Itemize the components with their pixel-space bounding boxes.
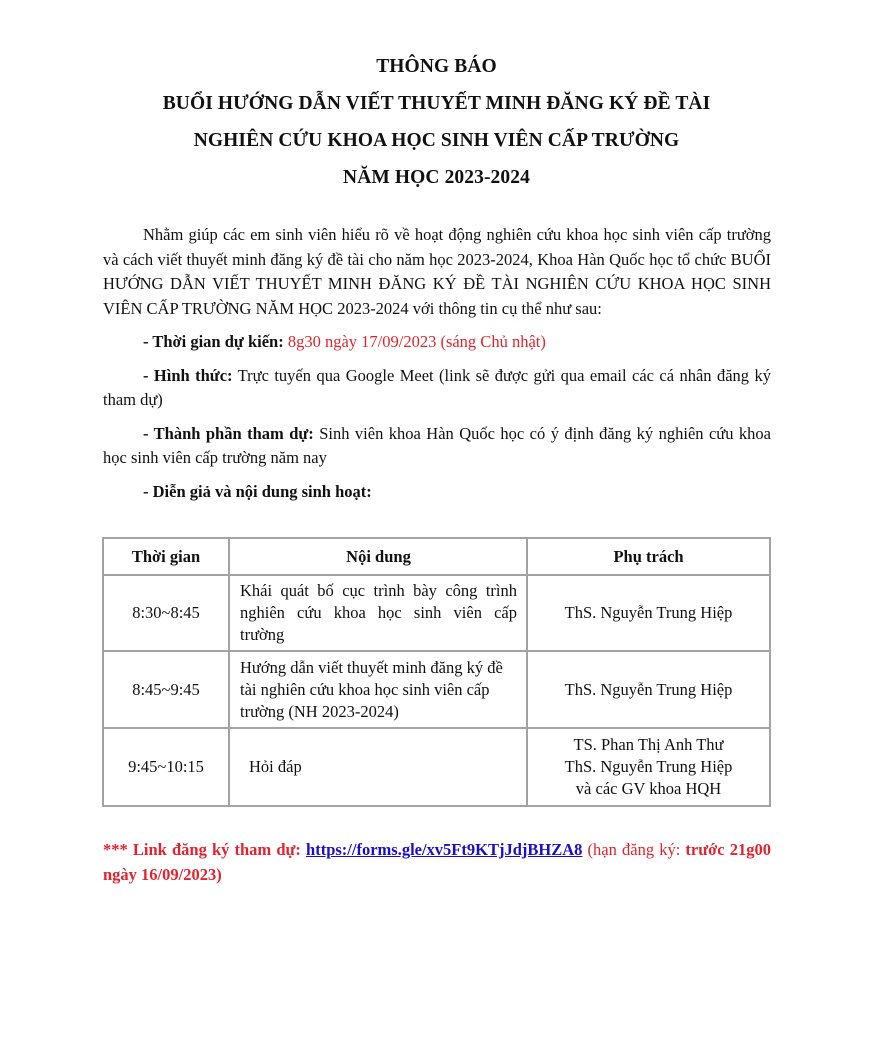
- item-format-label: - Hình thức:: [143, 365, 233, 385]
- table-header-row: [103, 538, 770, 575]
- title-line-2: NGHIÊN CỨU KHOA HỌC SINH VIÊN CẤP TRƯỜNG: [193, 130, 680, 151]
- registration-label: *** Link đăng ký tham dự:: [103, 840, 301, 859]
- owner-name: ThS. Nguyễn Trung Hiệp: [564, 603, 733, 622]
- owner-name: ThS. Nguyễn Trung Hiệp: [564, 679, 733, 699]
- row-owner: [527, 728, 770, 806]
- registration-link[interactable]: https://forms.gle/xv5Ft9KTjJdjBHZA8: [306, 840, 583, 859]
- row-owner: [527, 651, 770, 728]
- deadline-text: trước 21g00 ngày 16/09/2023): [103, 840, 771, 884]
- owner-name: ThS. Nguyễn Trung Hiệp: [564, 757, 733, 776]
- item-format: [103, 364, 771, 413]
- table-row: [103, 651, 770, 728]
- notice-title: [0, 48, 873, 196]
- item-time-label: - Thời gian dự kiến:: [143, 332, 284, 351]
- row-time: 8:30~8:45: [103, 575, 229, 651]
- item-participants: [103, 422, 771, 471]
- row-owner: [527, 575, 770, 651]
- title-line-notice: THÔNG BÁO: [376, 56, 497, 77]
- table-row: [103, 728, 770, 806]
- row-time: 9:45~10:15: [103, 728, 229, 806]
- item-time: [103, 330, 771, 355]
- item-participants-label: - Thành phần tham dự:: [143, 423, 314, 443]
- item-speakers: [103, 480, 771, 505]
- row-content: Hỏi đáp: [229, 728, 527, 806]
- item-participants-value: Sinh viên khoa Hàn Quốc học có ý định đăng ký nghiên cứu khoa học sinh viên cấp trường năm nay: [103, 423, 772, 467]
- notice-body: [103, 223, 771, 504]
- row-content: Khái quát bố cục trình bày công trình nghiên cứu khoa học sinh viên cấp trường: [229, 575, 527, 651]
- item-speakers-label: - Diễn giả và nội dung sinh hoạt:: [143, 481, 372, 501]
- owner-name: TS. Phan Thị Anh Thư: [573, 735, 724, 754]
- header-owner: Phụ trách: [527, 538, 770, 575]
- item-format-value: Trực tuyến qua Google Meet (link sẽ được gửi qua email các cá nhân đăng ký tham dự): [103, 365, 771, 409]
- deadline-open: (hạn đăng ký:: [582, 840, 681, 859]
- schedule-table: [102, 537, 771, 807]
- header-time: Thời gian: [103, 538, 229, 575]
- title-line-year: NĂM HỌC 2023-2024: [343, 167, 530, 188]
- registration-note: [103, 838, 771, 887]
- item-time-value: 8g30 ngày 17/09/2023 (sáng Chủ nhật): [283, 332, 546, 351]
- owner-name: và các GV khoa HQH: [575, 779, 722, 798]
- row-content: Hướng dẫn viết thuyết minh đăng ký đề tài nghiên cứu khoa học sinh viên cấp trường (NH 2023-2024): [229, 651, 527, 728]
- row-time: 8:45~9:45: [103, 651, 229, 728]
- intro-paragraph: Nhằm giúp các em sinh viên hiểu rõ về hoạt động nghiên cứu khoa học sinh viên cấp trường và cách viết thuyết minh đăng ký đề tài cho năm học 2023-2024, Khoa Hàn Quốc học tổ chức BUỔI HƯỚNG DẪN VIẾT THUYẾT MINH ĐĂNG KÝ ĐỀ TÀI NGHIÊN CỨU KHOA HỌC SINH VIÊN CẤP TRƯỜNG NĂM HỌC 2023-2024 với thông tin cụ thể như sau:: [103, 225, 771, 318]
- table-row: [103, 575, 770, 651]
- title-line-1: BUỔI HƯỚNG DẪN VIẾT THUYẾT MINH ĐĂNG KÝ ĐỀ TÀI: [162, 93, 711, 114]
- header-content: Nội dung: [229, 538, 527, 575]
